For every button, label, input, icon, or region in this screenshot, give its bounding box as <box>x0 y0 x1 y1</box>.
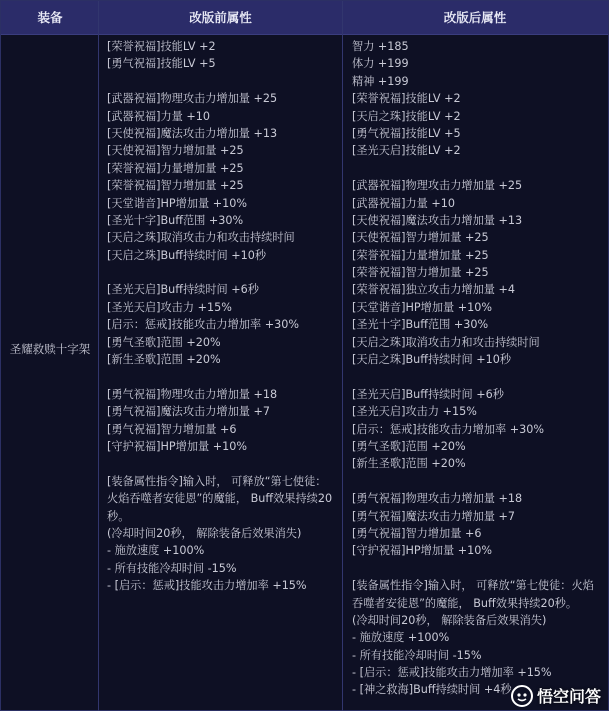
attribute-line: [荣誉祝福]智力增加量 +25 <box>107 179 244 193</box>
attribute-line: [天启之珠]Buff持续时间 +10秒 <box>352 353 512 367</box>
attribute-line: [勇气祝福]智力增加量 +6 <box>107 422 237 436</box>
attribute-line: [圣光十字]Buff范围 +30% <box>352 318 489 332</box>
attribute-line: [装备属性指令]输入时， 可释放“第七使徒：火焰吞噬者安徒恩”的魔能， Buff效果持续20秒。 <box>352 579 594 610</box>
attribute-line: [天使祝福]魔法攻击力增加量 +13 <box>107 126 278 140</box>
attribute-line: [勇气圣歌]范围 +20% <box>107 335 221 349</box>
attribute-line: [荣誉祝福]独立攻击力增加量 +4 <box>352 283 516 297</box>
equipment-cell <box>1 35 99 711</box>
attribute-line: [天启之珠]技能LV +2 <box>352 109 461 123</box>
attribute-line: [圣光天启]Buff持续时间 +6秒 <box>107 283 259 297</box>
spacer <box>352 560 604 577</box>
attribute-line: (冷却时间20秒， 解除装备后效果消失) <box>352 613 547 627</box>
attribute-line: [荣誉祝福]力量增加量 +25 <box>352 248 489 262</box>
attribute-line: [荣誉祝福]技能LV +2 <box>352 92 461 106</box>
attribute-line: [荣誉祝福]智力增加量 +25 <box>352 266 489 280</box>
attribute-line: - [神之救海]Buff持续时间 +4秒 <box>352 683 512 697</box>
attribute-line: [守护祝福]HP增加量 +10% <box>107 439 247 453</box>
attribute-line: [天启之珠]取消攻击力和攻击持续时间 <box>352 335 540 349</box>
attribute-line: [武器祝福]力量 +10 <box>107 109 211 123</box>
attribute-line: [勇气圣歌]范围 +20% <box>352 439 466 453</box>
attribute-line: - 所有技能冷却时间 -15% <box>107 561 237 575</box>
watermark-text: 悟空问答 <box>536 687 601 706</box>
before-attributes <box>107 38 333 595</box>
attribute-line: [武器祝福]力量 +10 <box>352 196 456 210</box>
attribute-line: [圣光天启]攻击力 +15% <box>107 300 232 314</box>
attribute-line: [天堂谐音]HP增加量 +10% <box>107 196 247 210</box>
after-attributes <box>352 38 604 699</box>
attribute-line: [天堂谐音]HP增加量 +10% <box>352 300 492 314</box>
attribute-line: [荣誉祝福]技能LV +2 <box>107 40 216 53</box>
attribute-line: - 所有技能冷却时间 -15% <box>352 648 482 662</box>
spacer <box>107 455 333 472</box>
attribute-line: [勇气祝福]物理攻击力增加量 +18 <box>107 387 278 401</box>
attribute-line: [启示：惩戒]技能攻击力增加率 +30% <box>352 422 544 436</box>
attribute-line: [圣光天启]Buff持续时间 +6秒 <box>352 387 504 401</box>
attribute-line: [勇气祝福]技能LV +5 <box>107 57 216 71</box>
attribute-line: 智力 +185 <box>352 40 409 53</box>
spacer <box>107 368 333 385</box>
attribute-line: - [启示：惩戒]技能攻击力增加率 +15% <box>352 666 552 680</box>
header-after: 改版后属性 <box>443 10 507 25</box>
attribute-line: [新生圣歌]范围 +20% <box>352 457 466 471</box>
attribute-line: 体力 +199 <box>352 57 409 71</box>
spacer <box>107 264 333 281</box>
attribute-line: [天启之珠]取消攻击力和攻击持续时间 <box>107 231 295 245</box>
spacer <box>352 368 604 385</box>
attribute-line: - 施放速度 +100% <box>352 631 450 645</box>
attribute-line: [天使祝福]智力增加量 +25 <box>107 144 244 158</box>
watermark <box>511 684 601 707</box>
attribute-line: [勇气祝福]魔法攻击力增加量 +7 <box>352 509 516 523</box>
attribute-line: [新生圣歌]范围 +20% <box>107 353 221 367</box>
attribute-line: [圣光天启]攻击力 +15% <box>352 405 477 419</box>
spacer <box>107 73 333 90</box>
wukong-logo-icon <box>511 685 533 707</box>
attribute-line: [装备属性指令]输入时， 可释放“第七使徒：火焰吞噬者安徒恩”的魔能， Buff效果持续20秒。 <box>107 474 333 523</box>
attribute-line: [勇气祝福]技能LV +5 <box>352 126 461 140</box>
attribute-line: [武器祝福]物理攻击力增加量 +25 <box>107 92 278 106</box>
spacer <box>352 473 604 490</box>
attribute-line: [天使祝福]魔法攻击力增加量 +13 <box>352 213 523 227</box>
attribute-line: [勇气祝福]魔法攻击力增加量 +7 <box>107 405 271 419</box>
attribute-line: - [启示：惩戒]技能攻击力增加率 +15% <box>107 579 307 593</box>
attribute-line: [勇气祝福]物理攻击力增加量 +18 <box>352 492 523 506</box>
attribute-line: [武器祝福]物理攻击力增加量 +25 <box>352 179 523 193</box>
attribute-line: [勇气祝福]智力增加量 +6 <box>352 526 482 540</box>
header-before: 改版前属性 <box>189 10 252 25</box>
table-header <box>1 1 608 35</box>
equipment-name: 圣耀救赎十字架 <box>9 342 91 356</box>
attribute-line: [守护祝福]HP增加量 +10% <box>352 544 492 558</box>
attribute-line: [天使祝福]智力增加量 +25 <box>352 231 489 245</box>
header-equipment: 装备 <box>37 10 63 25</box>
attribute-line: [圣光天启]技能LV +2 <box>352 144 461 158</box>
attribute-line: [启示：惩戒]技能攻击力增加率 +30% <box>107 318 299 332</box>
attribute-line: (冷却时间20秒， 解除装备后效果消失) <box>107 526 302 540</box>
attribute-line: - 施放速度 +100% <box>107 544 205 558</box>
attribute-line: [荣誉祝福]力量增加量 +25 <box>107 161 244 175</box>
spacer <box>352 160 604 177</box>
attribute-line: [圣光十字]Buff范围 +30% <box>107 213 244 227</box>
attribute-line: 精神 +199 <box>352 74 409 88</box>
column-divider <box>342 1 343 711</box>
attribute-line: [天启之珠]Buff持续时间 +10秒 <box>107 248 267 262</box>
